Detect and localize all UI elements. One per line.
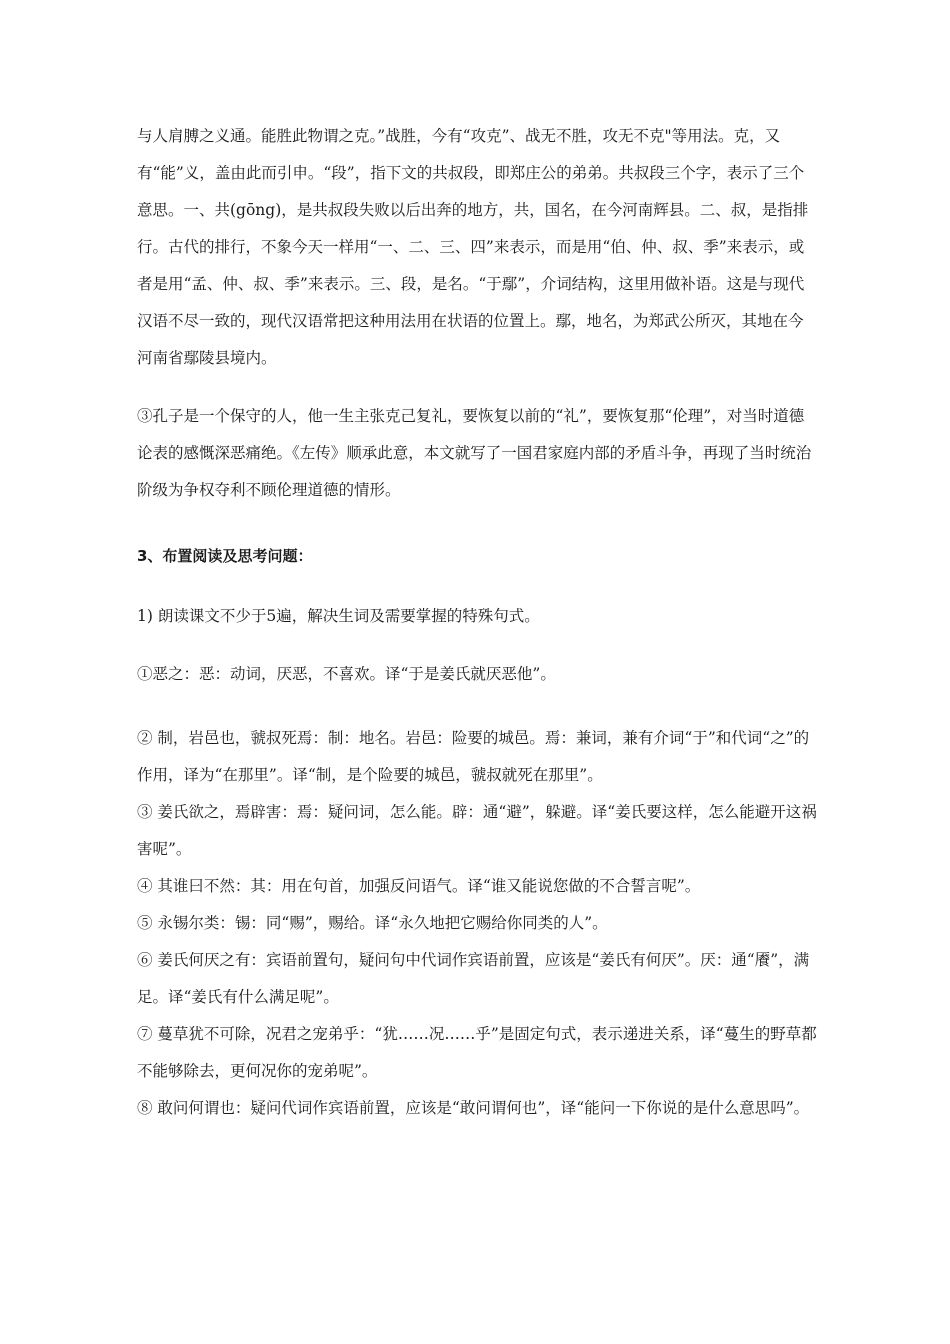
paragraph-confucius: ③孔子是一个保守的人，他一生主张克己复礼，要恢复以前的“礼”，要恢复那“伦理”，对当时道德论表的感慨深恶痛绝。《左传》顺承此意，本文就写了一国君家庭内部的矛盾斗争，再现了当时统治阶级为争权夺利不顾伦理道德的情形。 bbox=[137, 407, 812, 499]
vocab-item-5: ⑤ 永锡尔类：锡：同“赐”，赐给。译“永久地把它赐给你同类的人”。 bbox=[137, 914, 608, 932]
vocab-item-4: ④ 其谁曰不然：其：用在句首，加强反问语气。译“谁又能说您做的不合誓言呢”。 bbox=[137, 877, 701, 895]
document-page bbox=[137, 118, 817, 1127]
section-heading: 3、布置阅读及思考问题： bbox=[137, 547, 313, 565]
vocab-item-1: ①恶之：恶：动词，厌恶，不喜欢。译“于是姜氏就厌恶他”。 bbox=[137, 665, 556, 683]
question-item: 1) 朗读课文不少于5遍，解决生词及需要掌握的特殊句式。 bbox=[137, 607, 540, 625]
vocab-item-8: ⑧ 敢问何谓也：疑问代词作宾语前置，应该是“敢问谓何也”，译“能问一下你说的是什么意思吗”。 bbox=[137, 1099, 810, 1117]
vocab-item-7: ⑦ 蔓草犹不可除，况君之宠弟乎：“犹……况……乎”是固定句式，表示递进关系，译“蔓生的野草都不能够除去，更何况你的宠弟呢”。 bbox=[137, 1025, 817, 1080]
vocab-item-3: ③ 姜氏欲之，焉辟害：焉：疑问词，怎么能。辟：通“避”，躲避。译“姜氏要这样，怎么能避开这祸害呢”。 bbox=[137, 803, 817, 858]
vocab-item-2: ② 制，岩邑也，虢叔死焉：制：地名。岩邑：险要的城邑。焉：兼词，兼有介词“于”和代词“之”的作用，译为“在那里”。译“制，是个险要的城邑，虢叔就死在那里”。 bbox=[137, 729, 810, 784]
vocab-item-6: ⑥ 姜氏何厌之有：宾语前置句，疑问句中代词作宾语前置，应该是“姜氏有何厌”。厌：通“餍”，满足。译“姜氏有什么满足呢”。 bbox=[137, 951, 810, 1006]
paragraph-explanation: 与人肩膊之义通。能胜此物谓之克。”战胜，今有“攻克”、战无不胜，攻无不克"等用法。克，又有“能”义，盖由此而引申。“段”，指下文的共叔段，即郑庄公的弟弟。共叔段三个字，表示了三个意思。一、共(gōng)，是共叔段失败以后出奔的地方，共，国名，在今河南辉县。二、叔，是指排行。古代的排行，不象今天一样用“一、二、三、四”来表示，而是用“伯、仲、叔、季”来表示，或者是用“孟、仲、叔、季”来表示。三、段，是名。“于鄢”，介词结构，这里用做补语。这是与现代汉语不尽一致的，现代汉语常把这种用法用在状语的位置上。鄢，地名，为郑武公所灭，其地在今河南省鄢陵县境内。 bbox=[137, 127, 809, 367]
